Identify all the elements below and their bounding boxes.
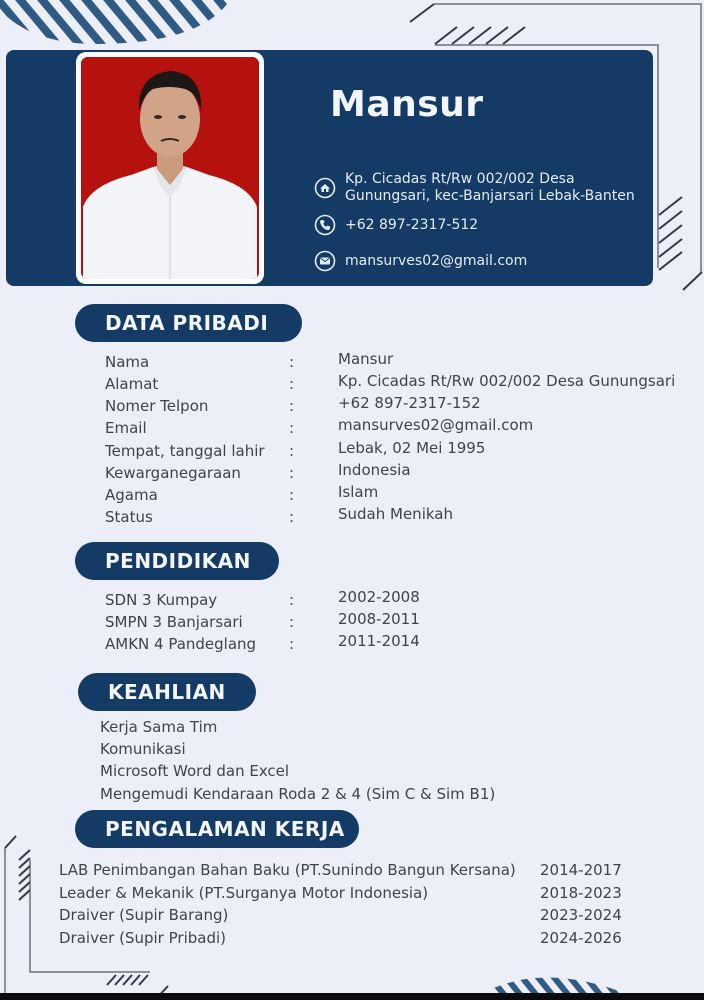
person-portrait-icon [81,57,259,279]
field-separator: : [289,591,295,609]
field-label: Nomer Telpon [105,397,209,415]
school-name: SDN 3 Kumpay [105,591,218,609]
field-separator: : [289,508,295,526]
phone-icon [314,214,336,236]
field-separator: : [289,353,295,371]
profile-photo [81,57,259,279]
section-header-pengalaman-kerja: PENGALAMAN KERJA [75,810,359,848]
section-header-pendidikan: PENDIDIKAN [75,542,279,580]
address-line-2: Gunungsari, kec-Banjarsari Lebak-Banten [345,188,635,204]
job-position: Draiver (Supir Pribadi) [59,929,226,947]
school-name: AMKN 4 Pandeglang [105,635,257,653]
field-value: Islam [338,483,379,501]
field-value: Indonesia [338,461,411,479]
field-label: Tempat, tanggal lahir [105,442,265,460]
field-label: Kewarganegaraan [105,464,241,482]
skill-item: Mengemudi Kendaraan Roda 2 & 4 (Sim C & Sim B1) [100,785,496,803]
candidate-name: Mansur [330,84,484,125]
contact-phone [314,214,478,236]
bottom-right-stripe-decoration [480,965,630,995]
field-label: Alamat [105,375,159,393]
school-years: 2002-2008 [338,588,420,606]
job-years: 2018-2023 [540,884,622,902]
field-value: Sudah Menikah [338,505,453,523]
job-position: LAB Penimbangan Bahan Baku (PT.Sunindo Bangun Kersana) [59,861,516,879]
field-label: Agama [105,486,158,504]
field-label: Nama [105,353,150,371]
skill-item: Komunikasi [100,740,186,758]
field-separator: : [289,613,295,631]
contact-address [314,171,635,205]
field-separator: : [289,375,295,393]
field-separator: : [289,397,295,415]
phone-number: +62 897-2317-512 [345,216,479,233]
section-header-keahlian: KEAHLIAN [78,673,256,711]
skill-item: Microsoft Word dan Excel [100,762,290,780]
field-separator: : [289,486,295,504]
email-address: mansurves02@gmail.com [345,252,528,269]
job-years: 2023-2024 [540,906,622,924]
skill-item: Kerja Sama Tim [100,718,218,736]
field-value: Mansur [338,350,394,368]
field-value: Lebak, 02 Mei 1995 [338,439,486,457]
field-separator: : [289,419,295,437]
field-separator: : [289,442,295,460]
field-label: Email [105,419,147,437]
profile-photo-frame [76,52,264,284]
field-value: mansurves02@gmail.com [338,416,534,434]
job-position: Leader & Mekanik (PT.Surganya Motor Indonesia) [59,884,429,902]
school-years: 2011-2014 [338,632,420,650]
field-value: Kp. Cicadas Rt/Rw 002/002 Desa Gunungsari [338,372,676,390]
field-value: +62 897-2317-152 [338,394,481,412]
job-years: 2024-2026 [540,929,622,947]
field-label: Status [105,508,153,526]
school-name: SMPN 3 Banjarsari [105,613,243,631]
field-separator: : [289,635,295,653]
job-years: 2014-2017 [540,861,622,879]
bottom-edge-bar [0,993,704,1000]
top-left-stripe-decoration [0,0,240,50]
home-icon [314,177,336,199]
address-line-1: Kp. Cicadas Rt/Rw 002/002 Desa [345,171,575,187]
school-years: 2008-2011 [338,610,420,628]
section-header-data-pribadi: DATA PRIBADI [75,304,302,342]
field-separator: : [289,464,295,482]
mail-icon [314,250,336,272]
contact-email [314,250,527,272]
job-position: Draiver (Supir Barang) [59,906,229,924]
